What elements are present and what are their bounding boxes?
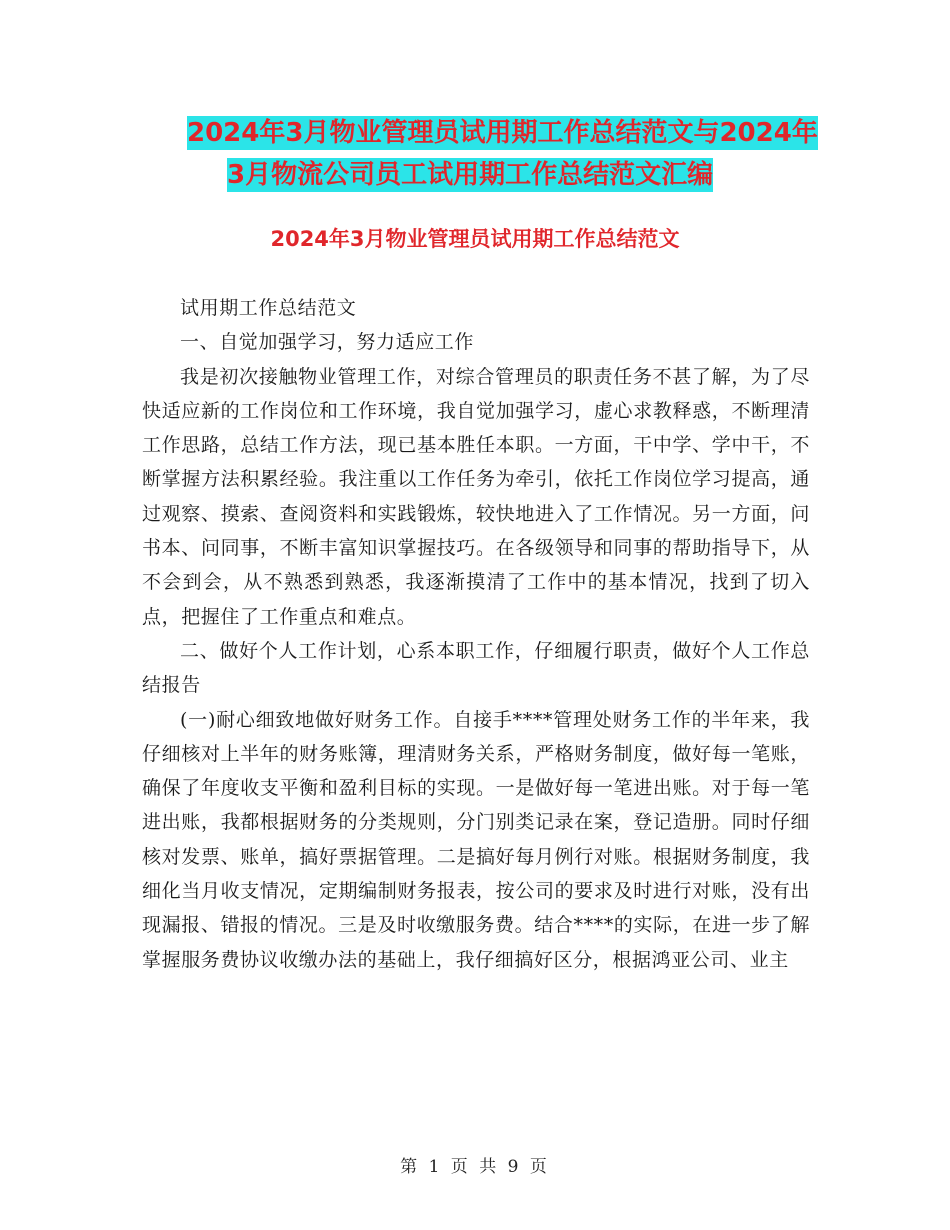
paragraph-section-2-heading: 二、做好个人工作计划，心系本职工作，仔细履行职责，做好个人工作总结报告 [142, 639, 810, 697]
page-footer: 第 1 页 共 9 页 [400, 1157, 550, 1177]
document-title-line-1: 2024年3月物业管理员试用期工作总结范文与2024年 [187, 118, 818, 148]
paragraph-section-2-body: (一)耐心细致地做好财务工作。自接手****管理处财务工作的半年来，我仔细核对上半年的财务账簿，理清财务关系，严格财务制度，做好每一笔账，确保了年度收支平衡和盈利目标的实现。一是做好每一笔进出账。对于每一笔进出账，我都根据财务的分类规则，分门别类记录在案，登记造册。同时仔细核对发票、账单，搞好票据管理。二是搞好每月例行对账。根据财务制度，我细化当月收支情况，定期编制财务报表，按公司的要求及时进行对账，没有出现漏报、错报的情况。三是及时收缴服务费。结合****的实际，在进一步了解掌握服务费协议收缴办法的基础上，我仔细搞好区分，根据鸿亚公司、业主 [142, 708, 810, 971]
paragraph-section-1-body: 我是初次接触物业管理工作，对综合管理员的职责任务不甚了解，为了尽快适应新的工作岗位和工作环境，我自觉加强学习，虚心求教释惑，不断理清工作思路，总结工作方法，现已基本胜任本职。一方面，干中学、学中干，不断掌握方法积累经验。我注重以工作任务为牵引，依托工作岗位学习提高，通过观察、摸索、查阅资料和实践锻炼，较快地进入了工作情况。另一方面，问书本、问同事，不断丰富知识掌握技巧。在各级领导和同事的帮助指导下，从不会到会，从不熟悉到熟悉，我逐渐摸清了工作中的基本情况，找到了切入点，把握住了工作重点和难点。 [142, 365, 810, 628]
paragraph-heading: 试用期工作总结范文 [180, 297, 357, 319]
section-title: 2024年3月物业管理员试用期工作总结范文 [270, 227, 680, 251]
document-title [145, 112, 825, 196]
document-title-line-2: 3月物流公司员工试用期工作总结范文汇编 [227, 160, 714, 190]
paragraph-section-1-heading: 一、自觉加强学习，努力适应工作 [180, 331, 475, 354]
document-body [142, 291, 810, 977]
